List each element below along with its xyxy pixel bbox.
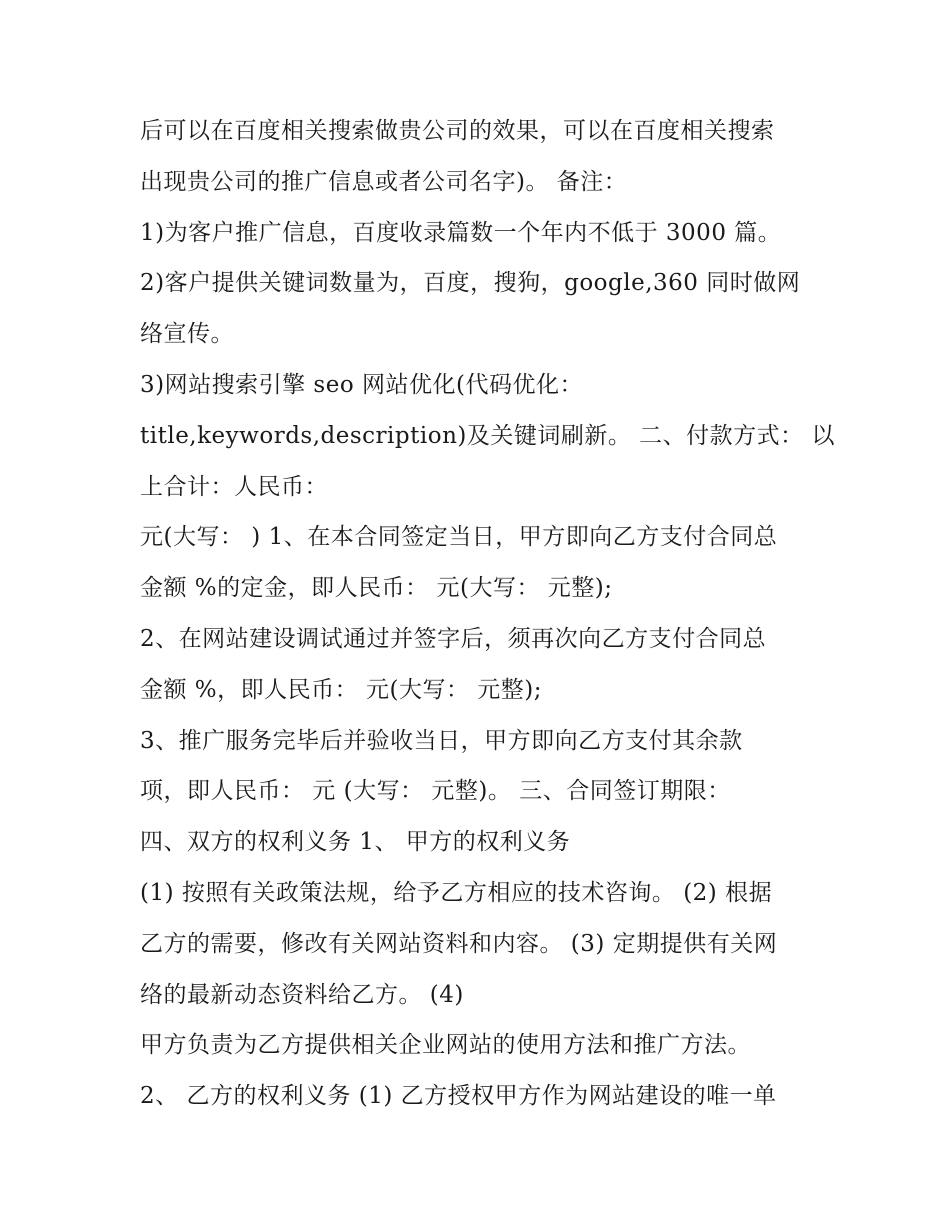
text-line: 乙方的需要，修改有关网站资料和内容。 (3) 定期提供有关网 — [140, 930, 778, 957]
text-line: 项，即人民币： 元 (大写： 元整)。 三、合同签订期限： — [140, 778, 731, 805]
text-line: (1) 按照有关政策法规，给予乙方相应的技术咨询。 (2) 根据 — [140, 879, 773, 906]
text-line: 2、 乙方的权利义务 (1) 乙方授权甲方作为网站建设的唯一单 — [140, 1083, 777, 1110]
text-line: 金额 %的定金，即人民币： 元(大写： 元整); — [140, 575, 613, 602]
text-line: 甲方负责为乙方提供相关企业网站的使用方法和推广方法。 — [140, 1032, 751, 1059]
text-line: 上合计：人民币： — [140, 473, 328, 500]
text-line: 3、推广服务完毕后并验收当日，甲方即向乙方支付其余款 — [140, 727, 743, 754]
text-line: 金额 %，即人民币： 元(大写： 元整); — [140, 676, 542, 703]
document-body — [140, 106, 835, 1122]
text-line: 后可以在百度相关搜索做贵公司的效果，可以在百度相关搜索 — [140, 118, 775, 144]
text-line: 元(大写： ) 1、在本合同签定当日，甲方即向乙方支付合同总 — [140, 524, 778, 551]
text-line: 四、双方的权利义务 1、 甲方的权利义务 — [140, 829, 571, 856]
text-line: 2)客户提供关键词数量为，百度，搜狗，google,360 同时做网 — [140, 270, 801, 297]
text-line: 2、在网站建设调试通过并签字后，须再次向乙方支付合同总 — [140, 625, 767, 652]
text-line: title,keywords,description)及关键词刷新。 二、付款方式： 以 — [140, 422, 835, 449]
text-line: 络宣传。 — [140, 321, 234, 348]
text-line: 3)网站搜索引擎 seo 网站优化(代码优化： — [140, 371, 583, 398]
text-line: 出现贵公司的推广信息或者公司名字)。 备注： — [140, 168, 628, 195]
text-line: 1)为客户推广信息，百度收录篇数一个年内不低于 3000 篇。 — [140, 219, 782, 246]
text-line: 络的最新动态资料给乙方。 (4) — [140, 981, 464, 1008]
